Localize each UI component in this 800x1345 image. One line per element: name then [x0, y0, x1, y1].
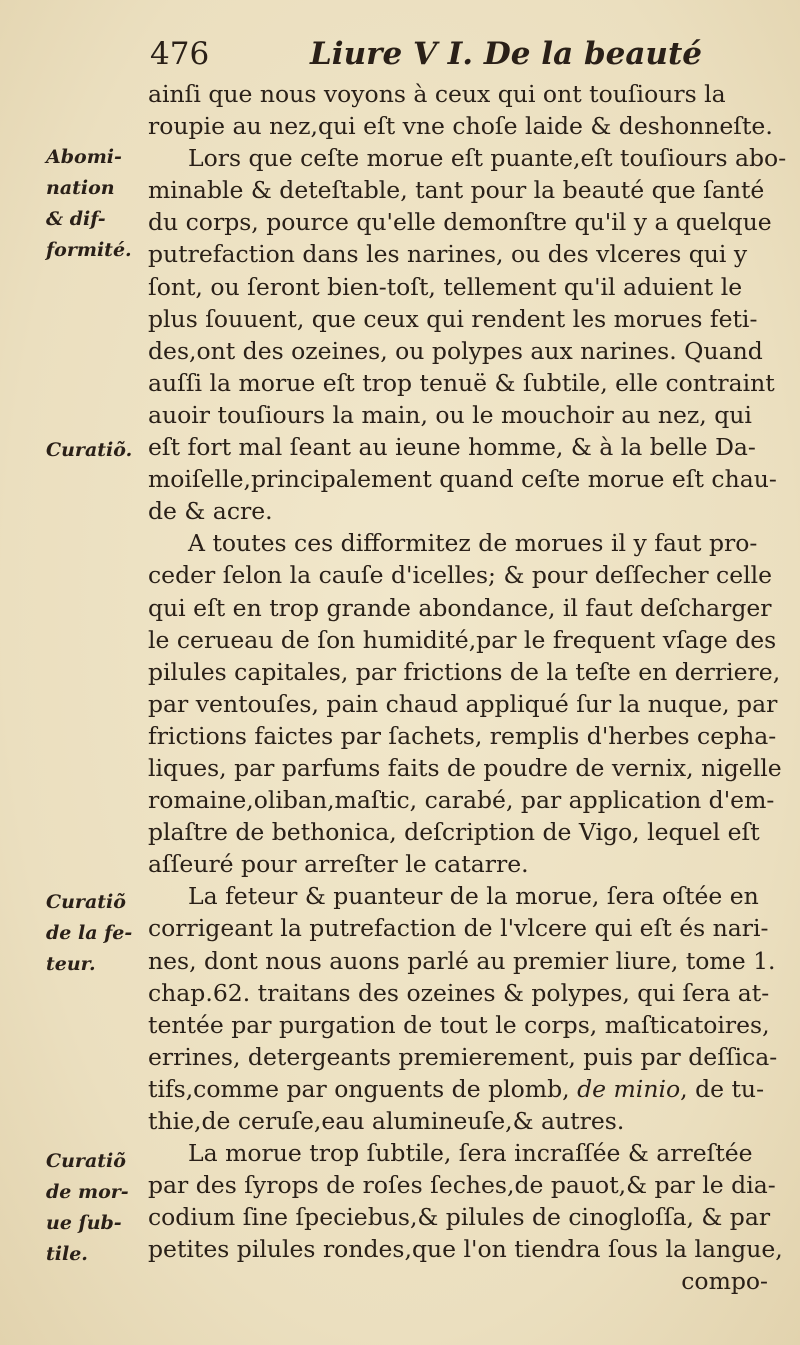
text-line: romaine,oliban,maſtic, carabé, par application d'em-	[148, 786, 775, 815]
text-line: plus ſouuent, que ceux qui rendent les morues feti-	[148, 304, 758, 333]
margin-line: & dif-	[46, 208, 106, 230]
text-line: codium ſine ſpeciebus,& pilules de cinogloſſa, & par	[148, 1203, 771, 1232]
text-line: liques, par parfums faits de poudre de vernix, nigelle	[148, 753, 782, 782]
marginal-note-abomination	[46, 142, 146, 266]
body-text	[148, 78, 787, 1298]
text-line: eſt fort mal ſeant au ieune homme, & à la belle Da-	[148, 433, 756, 462]
text-line: ainſi que nous voyons à ceux qui ont touſiours la	[148, 80, 726, 108]
text-line: plaſtre de bethonica, deſcription de Vigo, lequel eſt	[148, 818, 760, 847]
margin-line: formité.	[46, 239, 132, 261]
text-line: roupie au nez,qui eſt vne choſe laide & deshonneſte.	[148, 112, 773, 141]
text-segment: , de tu-	[680, 1074, 765, 1103]
text-line: moiſelle,principalement quand ceſte morue eſt chau-	[148, 465, 777, 494]
catchword: compo-	[681, 1267, 768, 1296]
margin-line: de la fe-	[46, 922, 133, 944]
margin-line: teur.	[46, 953, 96, 975]
text-line: le cerueau de ſon humidité,par le frequent vſage des	[148, 625, 777, 654]
text-line: ceder ſelon la cauſe d'icelles; & pour deſſecher celle	[148, 561, 773, 590]
margin-line: Abomi-	[46, 146, 122, 168]
text-line: corrigeant la putrefaction de l'vlcere qui eſt és nari-	[148, 914, 769, 943]
text-line: frictions faictes par ſachets, remplis d'herbes cepha-	[148, 721, 777, 750]
text-line: petites pilules rondes,que l'on tiendra ſous la langue,	[148, 1235, 783, 1264]
text-line: pilules capitales, par frictions de la teſte en derriere,	[148, 657, 781, 686]
text-line: qui eſt en trop grande abondance, il faut deſcharger	[148, 593, 772, 622]
text-line: auſſi la morue eſt trop tenuë & ſubtile, elle contraint	[148, 368, 775, 397]
text-line: minable & deteſtable, tant pour la beauté que ſanté	[148, 176, 765, 205]
text-segment: tifs,comme par onguents de plomb,	[148, 1074, 570, 1103]
marginal-note-curatio-1	[46, 435, 146, 466]
text-line: thie,de ceruſe,eau alumineuſe,& autres.	[148, 1107, 625, 1135]
page-number: 476	[150, 36, 210, 72]
italic-term: de minio	[577, 1074, 681, 1103]
text-line: La feteur & puanteur de la morue, ſera oſtée en	[188, 882, 759, 911]
text-line: La morue trop ſubtile, ſera incraſſée & arreſtée	[188, 1139, 753, 1168]
text-line: putrefaction dans les narines, ou des vlceres qui y	[148, 240, 748, 269]
text-line: A toutes ces difformitez de morues il y faut pro-	[188, 529, 758, 558]
text-line	[148, 1073, 768, 1105]
text-line: nes, dont nous auons parlé au premier liure, tome 1.	[148, 946, 776, 975]
text-line: Lors que ceſte morue eſt puante,eſt touſiours abo-	[188, 144, 787, 173]
marginal-note-curatio-subtile	[46, 1146, 146, 1270]
margin-line: de mor-	[46, 1181, 129, 1203]
text-line: ſont, ou ſeront bien-toſt, tellement qu'il aduient le	[148, 272, 743, 301]
text-line: errines, detergeants premierement, puis par deſſica-	[148, 1042, 778, 1071]
text-line: auoir touſiours la main, ou le mouchoir au nez, qui	[148, 400, 752, 429]
running-title: Liure V I. De la beauté	[310, 36, 703, 72]
margin-line: Curatiõ	[46, 891, 126, 913]
margin-line: ue ſub-	[46, 1212, 122, 1234]
text-line: du corps, pource qu'elle demonſtre qu'il y a quelque	[148, 208, 772, 237]
marginal-note-curatio-feteur	[46, 887, 146, 980]
text-line: tentée par purgation de tout le corps, maſticatoires,	[148, 1010, 770, 1039]
margin-line: Curatiõ.	[46, 439, 133, 461]
text-line: chap.62. traitans des ozeines & polypes, qui ſera at-	[148, 978, 770, 1007]
text-line: par ventouſes, pain chaud appliqué ſur la nuque, par	[148, 689, 778, 718]
margin-line: nation	[46, 177, 115, 199]
text-line: de & acre.	[148, 497, 273, 526]
margin-line: Curatiõ	[46, 1150, 126, 1172]
text-line: des,ont des ozeines, ou polypes aux narines. Quand	[148, 336, 763, 365]
text-line: par des ſyrops de roſes ſeches,de pauot,& par le dia-	[148, 1171, 776, 1200]
text-line: aſſeuré pour arreſter le catarre.	[148, 850, 529, 879]
margin-line: tile.	[46, 1243, 88, 1265]
